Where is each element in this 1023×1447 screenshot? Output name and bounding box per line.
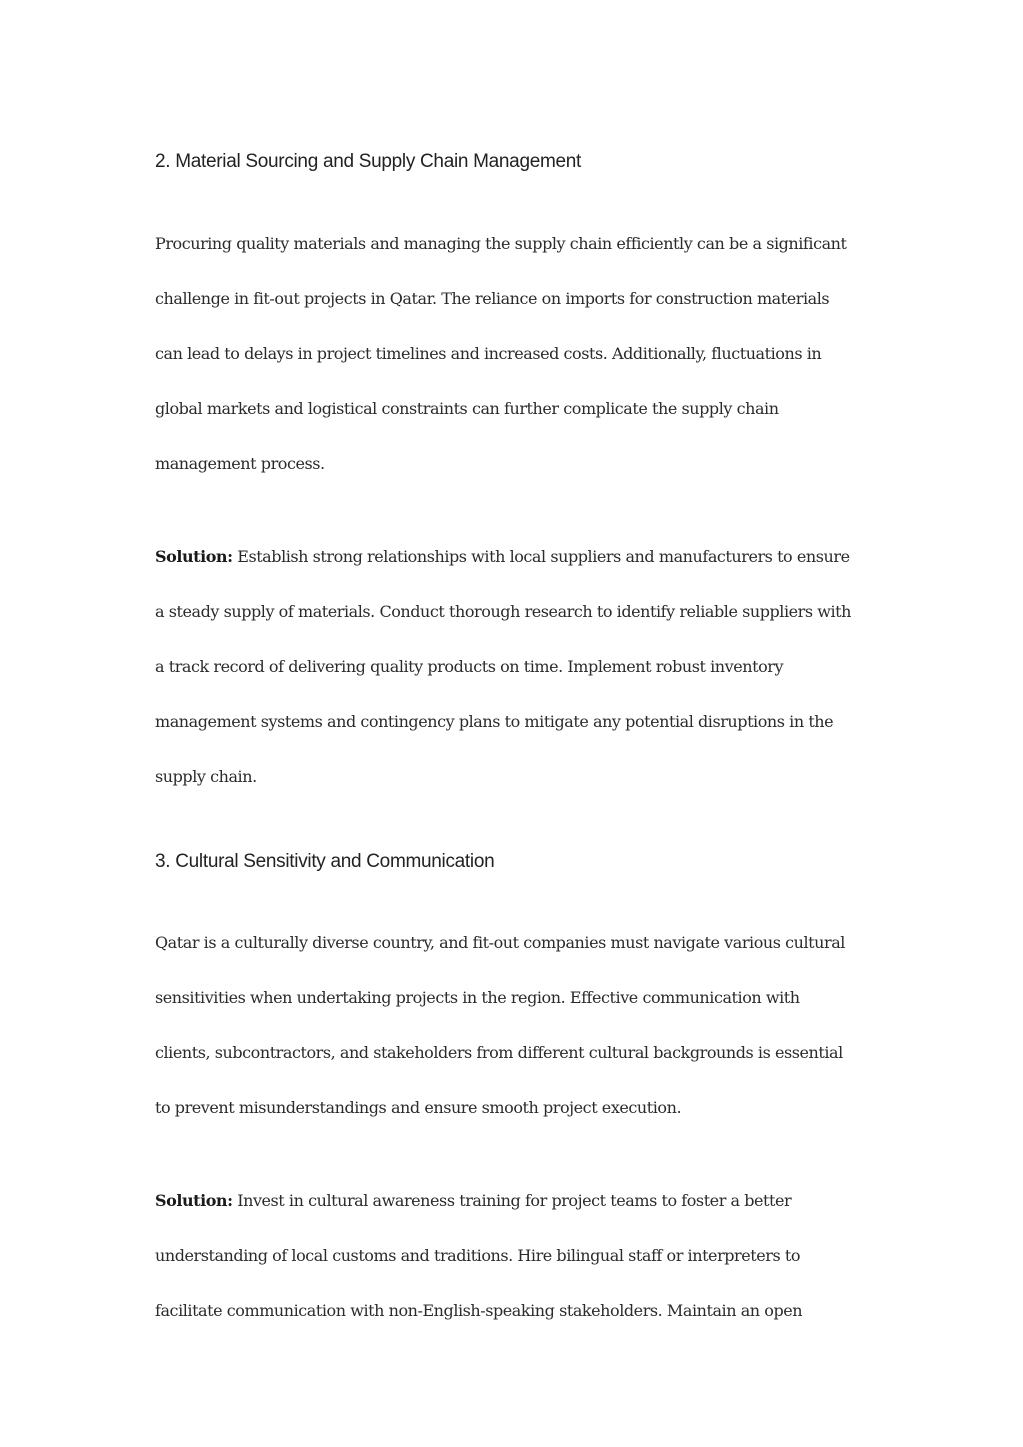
paragraph-line bbox=[155, 1191, 791, 1210]
solution-label: Solution: bbox=[155, 1191, 233, 1210]
paragraph-line: challenge in fit-out projects in Qatar. The reliance on imports for construction materials bbox=[155, 289, 830, 308]
paragraph-line: management process. bbox=[155, 454, 325, 473]
paragraph-line: a steady supply of materials. Conduct thorough research to identify reliable suppliers with bbox=[155, 602, 851, 621]
paragraph-line: Procuring quality materials and managing the supply chain efficiently can be a significant bbox=[155, 234, 847, 253]
paragraph-line: sensitivities when undertaking projects in the region. Effective communication with bbox=[155, 988, 800, 1007]
solution-text: Invest in cultural awareness training for project teams to foster a better bbox=[232, 1191, 792, 1210]
paragraph-line: global markets and logistical constraints can further complicate the supply chain bbox=[155, 399, 779, 418]
paragraph-line: clients, subcontractors, and stakeholders from different cultural backgrounds is essential bbox=[155, 1043, 843, 1062]
paragraph-line: facilitate communication with non-English-speaking stakeholders. Maintain an open bbox=[155, 1301, 803, 1320]
solution-text: Establish strong relationships with local suppliers and manufacturers to ensure bbox=[232, 547, 850, 566]
paragraph-line: supply chain. bbox=[155, 767, 257, 786]
paragraph-line: a track record of delivering quality products on time. Implement robust inventory bbox=[155, 657, 784, 676]
paragraph-line bbox=[155, 547, 850, 566]
section-heading-material-sourcing: 2. Material Sourcing and Supply Chain Management bbox=[155, 151, 582, 172]
paragraph-line: management systems and contingency plans to mitigate any potential disruptions in the bbox=[155, 712, 834, 731]
section-heading-cultural-sensitivity: 3. Cultural Sensitivity and Communication bbox=[155, 851, 495, 872]
paragraph-line: understanding of local customs and traditions. Hire bilingual staff or interpreters to bbox=[155, 1246, 801, 1265]
solution-label: Solution: bbox=[155, 547, 233, 566]
paragraph-line: Qatar is a culturally diverse country, and fit-out companies must navigate various cultural bbox=[155, 933, 845, 952]
paragraph-line: to prevent misunderstandings and ensure smooth project execution. bbox=[155, 1098, 682, 1117]
paragraph-line: can lead to delays in project timelines and increased costs. Additionally, fluctuations in bbox=[155, 344, 822, 363]
